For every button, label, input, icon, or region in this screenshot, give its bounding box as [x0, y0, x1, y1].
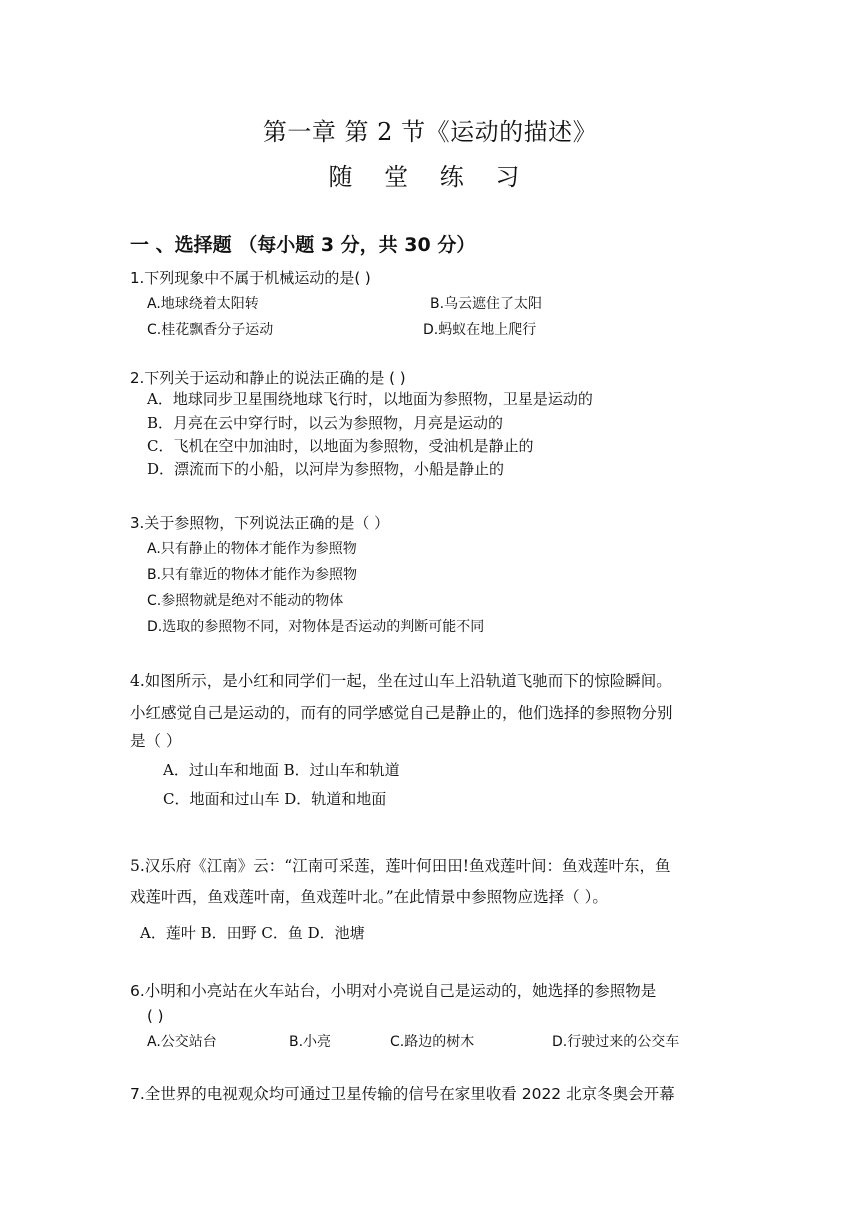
question-1-option-a: A.地球绕着太阳转 [147, 296, 259, 312]
question-4-stem-line-3: 是（ ） [130, 732, 182, 750]
question-6-stem-line-2: ( ) [147, 1007, 164, 1025]
question-5-stem-line-2: 戏莲叶西，鱼戏莲叶南，鱼戏莲叶北。”在此情景中参照物应选择（ ）。 [130, 888, 608, 906]
question-4-stem-line-1: 4.如图所示，是小红和同学们一起，坐在过山车上沿轨道飞驰而下的惊险瞬间。 [130, 672, 672, 690]
question-1-option-d: D.蚂蚁在地上爬行 [423, 322, 537, 338]
page-title: 第一章 第 2 节《运动的描述》 [262, 118, 598, 146]
question-6-stem-line-1: 6.小明和小亮站在火车站台，小明对小亮说自己是运动的，她选择的参照物是 [130, 982, 657, 1000]
question-3-option-c: C.参照物就是绝对不能动的物体 [147, 593, 344, 609]
question-2-option-d: D．漂流而下的小船，以河岸为参照物，小船是静止的 [147, 460, 505, 478]
question-6-option-a: A.公交站台 [147, 1034, 217, 1050]
section-heading: 一 、选择题 （每小题 3 分，共 30 分） [130, 234, 476, 256]
question-7-stem-line-1: 7.全世界的电视观众均可通过卫星传输的信号在家里收看 2022 北京冬奥会开幕 [130, 1085, 675, 1103]
question-6-option-c: C.路边的树木 [390, 1034, 475, 1050]
question-3-stem: 3.关于参照物，下列说法正确的是（ ） [130, 514, 390, 532]
question-6-option-d: D.行驶过来的公交车 [552, 1034, 680, 1050]
question-1-stem: 1.下列现象中不属于机械运动的是( ) [130, 269, 371, 287]
question-6-option-b: B.小亮 [289, 1034, 332, 1050]
question-3-option-d: D.选取的参照物不同，对物体是否运动的判断可能不同 [147, 619, 485, 635]
question-5-options-row: A．莲叶 B．田野 C．鱼 D．池塘 [140, 924, 365, 942]
question-2-option-a: A．地球同步卫星围绕地球飞行时，以地面为参照物，卫星是运动的 [147, 390, 593, 408]
question-3-option-b: B.只有靠近的物体才能作为参照物 [147, 567, 358, 583]
question-2-option-c: C．飞机在空中加油时，以地面为参照物，受油机是静止的 [147, 437, 534, 455]
question-3-option-a: A.只有静止的物体才能作为参照物 [147, 541, 357, 557]
question-4-stem-line-2: 小红感觉自己是运动的，而有的同学感觉自己是静止的，他们选择的参照物分别 [130, 704, 673, 722]
question-2-option-b: B．月亮在云中穿行时，以云为参照物，月亮是运动的 [147, 414, 504, 432]
page-subtitle: 随 堂 练 习 [328, 163, 532, 191]
question-4-options-row-2: C．地面和过山车 D．轨道和地面 [163, 790, 387, 808]
question-4-options-row-1: A．过山车和地面 B．过山车和轨道 [163, 761, 400, 779]
question-1-option-c: C.桂花飘香分子运动 [147, 322, 274, 338]
question-1-option-b: B.乌云遮住了太阳 [430, 296, 543, 312]
question-2-stem: 2.下列关于运动和静止的说法正确的是 ( ) [130, 369, 406, 387]
question-5-stem-line-1: 5.汉乐府《江南》云：“江南可采莲，莲叶何田田!鱼戏莲叶间：鱼戏莲叶东，鱼 [130, 857, 671, 875]
